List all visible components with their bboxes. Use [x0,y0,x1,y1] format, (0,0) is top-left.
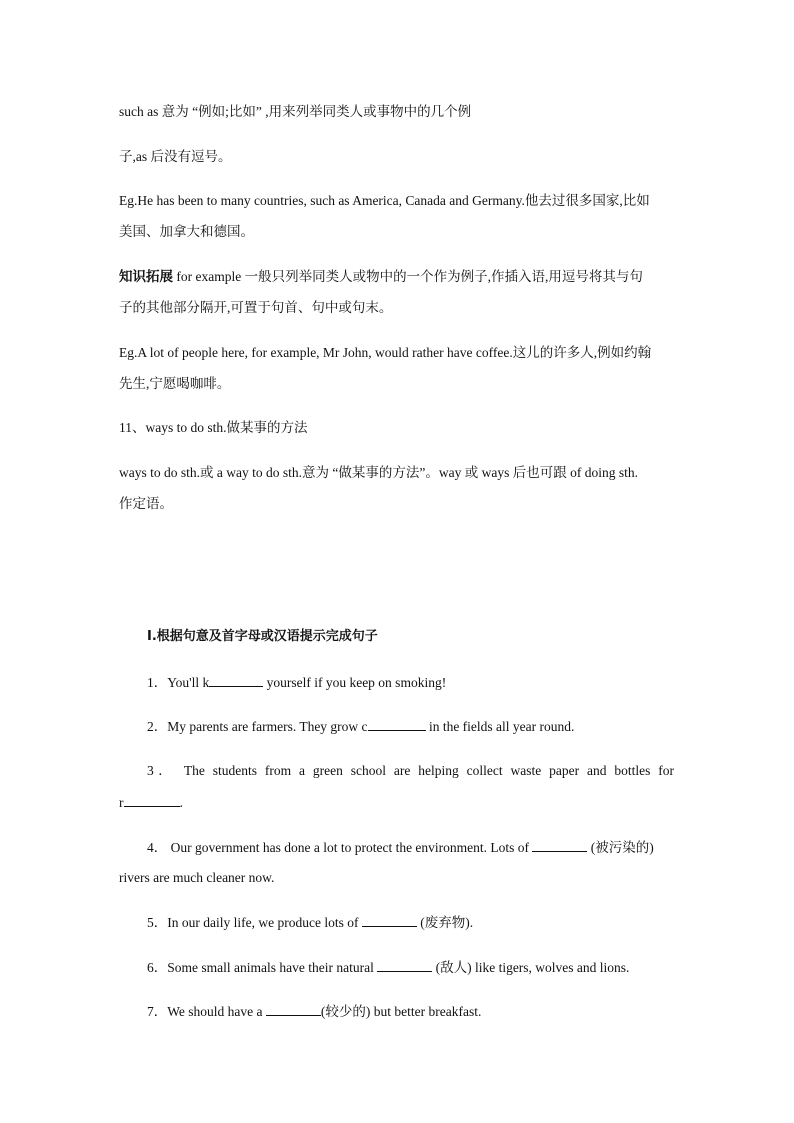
question-text: yourself if you keep on smoking! [263,675,447,690]
question-text: (被污染的) [587,840,654,855]
question-text: 7．We should have a [147,1004,266,1019]
phrase-heading: 11、ways to do sth.做某事的方法 [119,420,308,435]
example-translation: 先生,宁愿喝咖啡。 [119,376,231,391]
question-text: . [179,795,183,810]
question-3-continued [119,793,674,812]
question-text: 1．You'll k [147,675,210,690]
answer-blank[interactable] [362,913,417,927]
question-text: (较少的) but better breakfast. [320,1004,482,1019]
question-text: 6．Some small animals have their natural [147,960,378,975]
note-line: 作定语。 [119,496,173,511]
exercise-heading: Ⅰ.根据句意及首字母或汉语提示完成句子 [147,629,378,644]
question-text: 4． Our government has done a lot to protect the environment. Lots of [147,840,533,855]
note-line: ways to do sth.或 a way to do sth.意为 “做某事的方法”。way 或 ways 后也可跟 of doing sth. [119,465,638,480]
question-text: (废弃物). [416,915,474,930]
example-translation: 美国、加拿大和德国。 [119,224,254,239]
question-7 [147,1002,674,1021]
answer-blank[interactable] [209,673,263,687]
example-line: Eg.He has been to many countries, such as America, Canada and Germany.他去过很多国家,比如 [119,193,650,208]
answer-blank[interactable] [532,838,587,852]
question-text: 2．My parents are farmers. They grow c [147,719,368,734]
question-text: 5．In our daily life, we produce lots of [147,915,362,930]
question-3: 3． The students from a green school are helping collect waste paper and bottles for [147,763,674,778]
question-5 [147,913,674,932]
note-line: 子,as 后没有逗号。 [119,149,232,164]
answer-blank[interactable] [266,1002,321,1016]
answer-blank[interactable] [368,717,426,731]
question-text: (敌人) like tigers, wolves and lions. [432,960,630,975]
question-text: in the fields all year round. [425,719,575,734]
question-4 [147,838,674,857]
question-1 [147,673,674,692]
question-text: r [119,795,124,810]
answer-blank[interactable] [377,958,432,972]
question-4-continued: rivers are much cleaner now. [119,870,275,885]
example-line: Eg.A lot of people here, for example, Mr John, would rather have coffee.这儿的许多人,例如约翰 [119,345,652,360]
note-line: such as 意为 “例如;比如” ,用来列举同类人或事物中的几个例 [119,104,472,119]
knowledge-extension-text: for example 一般只列举同类人或物中的一个作为例子,作插入语,用逗号将其与句 [173,269,643,284]
note-line: 子的其他部分隔开,可置于句首、句中或句末。 [119,300,393,315]
knowledge-extension-title: 知识拓展 [119,269,173,285]
answer-blank[interactable] [124,793,180,807]
question-6 [147,958,674,977]
knowledge-extension [119,268,674,286]
question-2 [147,717,674,736]
